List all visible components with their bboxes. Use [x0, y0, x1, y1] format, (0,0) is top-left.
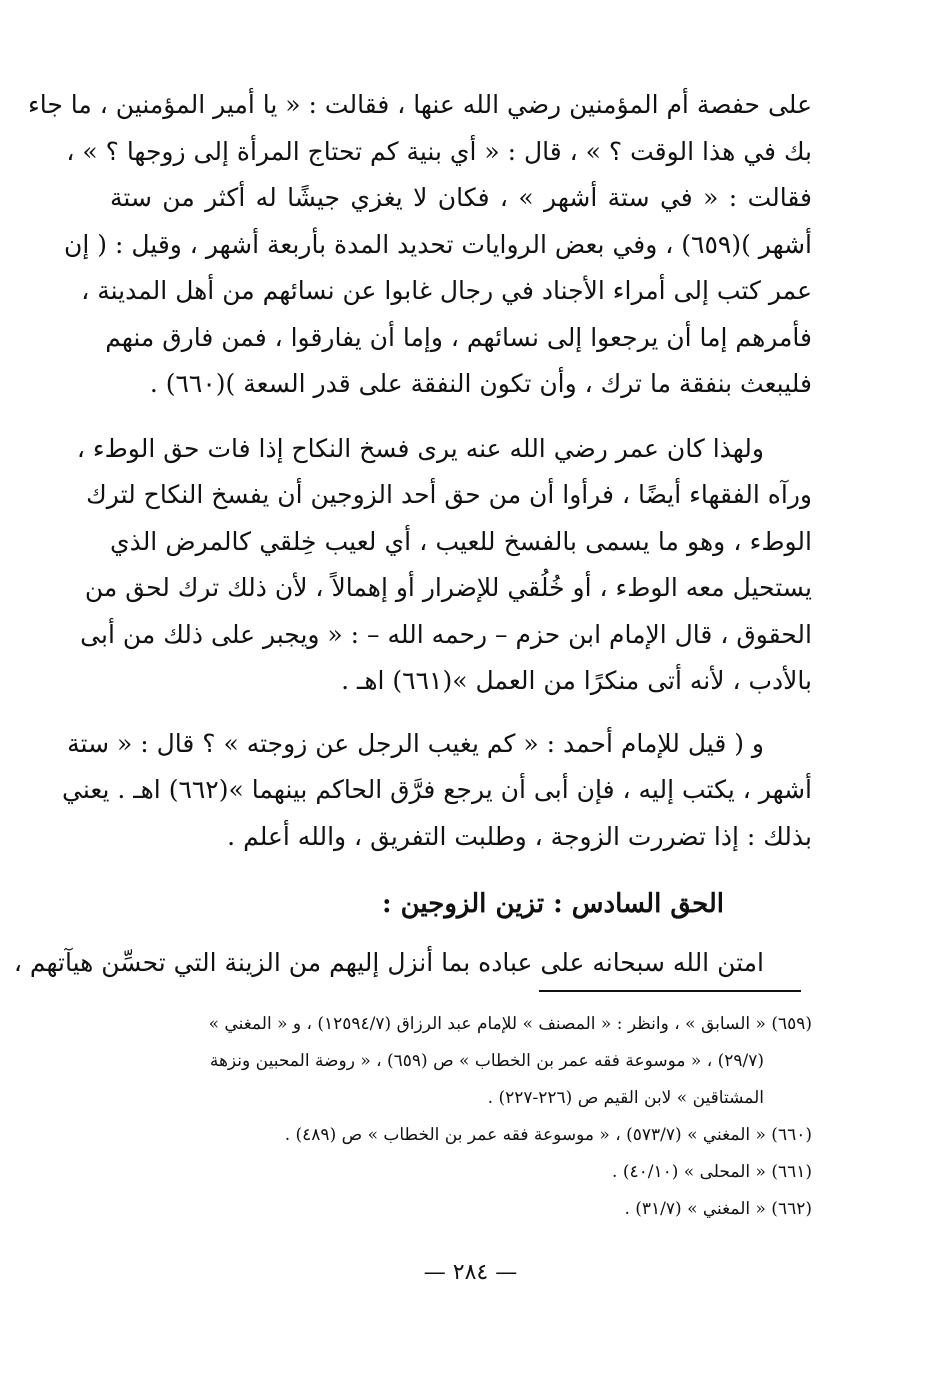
text-line: عمر كتب إلى أمراء الأجناد في رجال غابوا عن نسائهم من أهل المدينة ،: [81, 276, 812, 305]
text-line: على حفصة أم المؤمنين رضي الله عنها ، فقالت : « يا أمير المؤمنين ، ما جاء: [28, 90, 812, 119]
paragraph-3: [62, 721, 812, 861]
page-body: [13, 82, 812, 987]
text-line: بالأدب ، لأنه أتى منكرًا من العمل »(٦٦١) اهـ .: [341, 666, 812, 695]
footnote-line: (٦٦٢) « المغني » (٣١/٧) .: [624, 1199, 812, 1219]
text-line: ورآه الفقهاء أيضًا ، فرأوا أن من حق أحد الزوجين أن يفسخ النكاح لترك: [86, 480, 812, 509]
footnote-line: المشتاقين » لابن القيم ص (٢٢٦-٢٢٧) .: [487, 1088, 764, 1108]
text-line: و ( قيل للإمام أحمد : « كم يغيب الرجل عن زوجته » ؟ قال : « ستة: [67, 728, 764, 758]
page-number: — ٢٨٤ —: [423, 1260, 518, 1285]
footnote-separator: [539, 990, 801, 992]
text-line: بك في هذا الوقت ؟ » ، قال : « أي بنية كم تحتاج المرأة إلى زوجها ؟ » ،: [66, 136, 812, 166]
text-line: أشهر )(٦٥٩) ، وفي بعض الروايات تحديد المدة بأربعة أشهر ، وقيل : ( إن: [64, 229, 812, 259]
text-line: فأمرهم إما أن يرجعوا إلى نسائهم ، وإما أن يفارقوا ، فمن فارق منهم: [105, 322, 812, 352]
footnote-line: (٦٦١) « المحلى » (٤٠/١٠) .: [612, 1162, 812, 1182]
footnotes: [110, 1006, 812, 1228]
text-line: الحقوق ، قال الإمام ابن حزم – رحمه الله – : « ويجبر على ذلك من أبى: [80, 619, 812, 649]
footnote-line: (٦٥٩) « السابق » ، وانظر : « المصنف » للإمام عبد الرزاق (١٢٥٩٤/٧) ، و « المغني »: [208, 1014, 812, 1034]
footnote-line: (٦٦٠) « المغني » (٥٧٣/٧) ، « موسوعة فقه عمر بن الخطاب » ص (٤٨٩) .: [284, 1125, 812, 1145]
text-line: ولهذا كان عمر رضي الله عنه يرى فسخ النكاح إذا فات حق الوطء ،: [76, 433, 764, 463]
text-line: الوطء ، وهو ما يسمى بالفسخ للعيب ، أي لعيب خِلقي كالمرض الذي: [110, 526, 812, 556]
section-heading: الحق السادس : تزين الزوجين :: [381, 889, 724, 919]
text-line: يستحيل معه الوطء ، أو خُلُقي للإضرار أو إهمالاً ، لأن ذلك ترك لحق من: [84, 573, 812, 602]
paragraph-1: [28, 82, 812, 408]
text-line: فليبعث بنفقة ما ترك ، وأن تكون النفقة على قدر السعة )(٦٦٠) .: [149, 369, 812, 398]
text-line: بذلك : إذا تضررت الزوجة ، وطلبت التفريق ، والله أعلم .: [227, 821, 812, 851]
paragraph-2: [76, 426, 812, 705]
footnote-line: (٢٩/٧) ، « موسوعة فقه عمر بن الخطاب » ص (٦٥٩) ، « روضة المحبين ونزهة: [209, 1051, 764, 1071]
text-line: فقالت : « في ستة أشهر » ، فكان لا يغزي جيشًا له أكثر من ستة: [110, 183, 812, 212]
text-line: امتن الله سبحانه على عباده بما أنزل إليهم من الزينة التي تحسِّن هيآتهم ،: [13, 948, 764, 977]
text-line: أشهر ، يكتب إليه ، فإن أبى أن يرجع فرَّق الحاكم بينهما »(٦٦٢) اهـ . يعني: [62, 775, 812, 804]
paragraph-4: [13, 940, 812, 987]
